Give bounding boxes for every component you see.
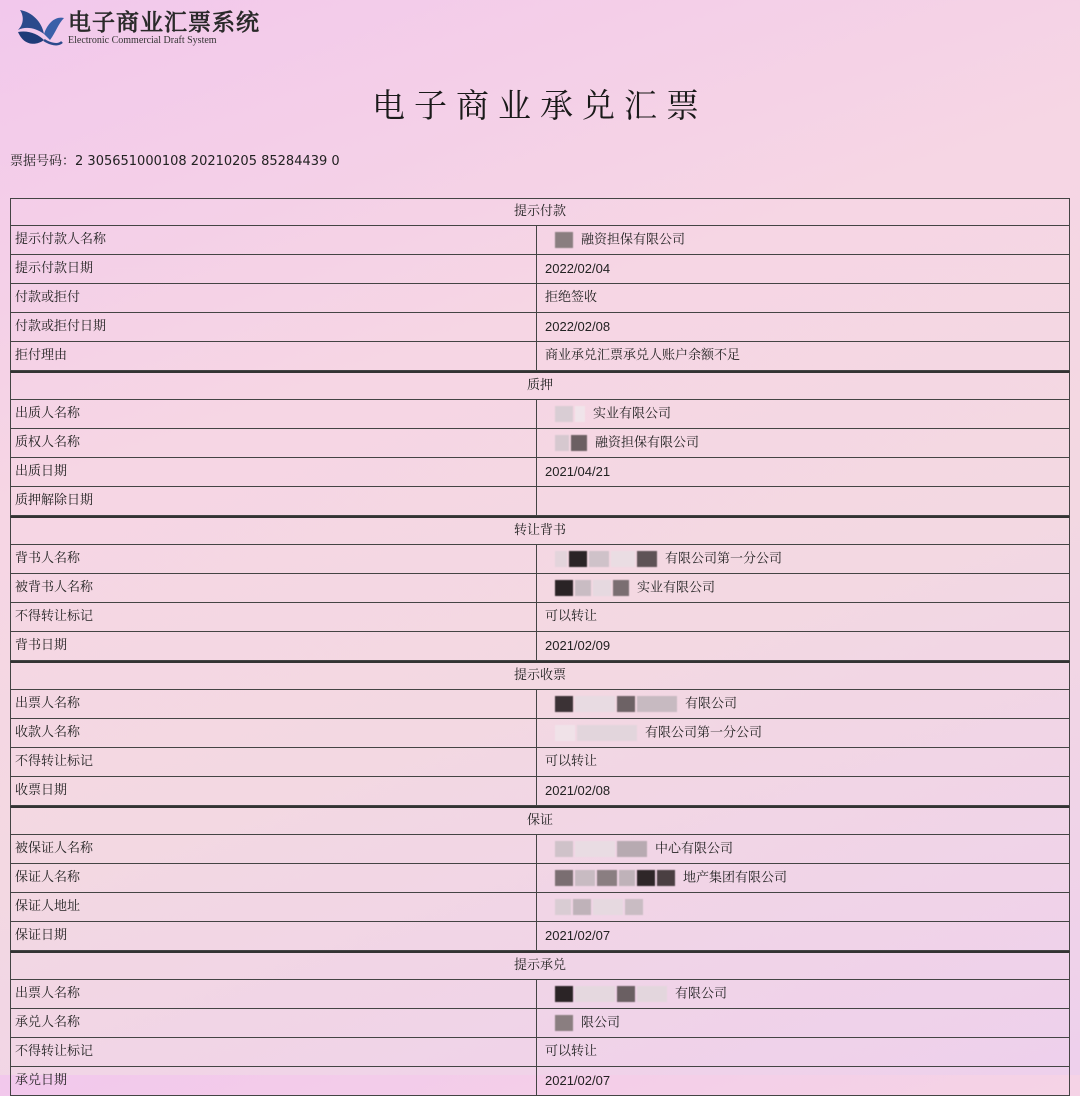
field-value: [537, 255, 1069, 283]
field-label: 保证人名称: [11, 864, 537, 892]
table-row: [10, 226, 1070, 255]
section-2: [10, 371, 1070, 516]
bill-number-value: 2 305651000108 20210205 85284439 0: [75, 154, 340, 169]
field-value: [537, 574, 1069, 602]
field-value: [537, 748, 1069, 776]
field-value-text: 拒绝签收: [545, 290, 598, 305]
table-row: [10, 690, 1070, 719]
field-value: [537, 777, 1069, 805]
redaction-mosaic: [555, 545, 659, 573]
section-header: 质押: [10, 371, 1070, 400]
redaction-mosaic: [555, 835, 649, 863]
field-label: 背书人名称: [11, 545, 537, 573]
field-value: [537, 893, 1069, 921]
redaction-mosaic: [555, 980, 669, 1008]
field-value-text: 实业有限公司: [637, 580, 716, 596]
field-label: 提示付款日期: [11, 255, 537, 283]
field-label: 被保证人名称: [11, 835, 537, 863]
table-row: [10, 1038, 1070, 1067]
field-label: 质押解除日期: [11, 487, 537, 515]
table-row: [10, 400, 1070, 429]
table-row: [10, 545, 1070, 574]
field-value: [537, 719, 1069, 747]
table-row: [10, 777, 1070, 806]
field-label: 出票人名称: [11, 690, 537, 718]
table-row: [10, 980, 1070, 1009]
field-value-text: 有限公司第一分公司: [665, 551, 783, 567]
field-label: 拒付理由: [11, 342, 537, 370]
table-row: [10, 864, 1070, 893]
field-value-text: 商业承兑汇票承兑人账户余额不足: [545, 348, 741, 363]
field-value-text: 2022/02/04: [545, 261, 611, 276]
table-row: [10, 255, 1070, 284]
section-header: 提示收票: [10, 661, 1070, 690]
field-value: [537, 1038, 1069, 1066]
ecds-logo: [14, 6, 260, 52]
section-header: 提示付款: [10, 199, 1070, 226]
field-label: 收票日期: [11, 777, 537, 805]
section-header: 转让背书: [10, 516, 1070, 545]
section-5: [10, 806, 1070, 951]
butterfly-logo-icon: [14, 6, 66, 52]
field-value: [537, 487, 1069, 515]
field-value-text: 2022/02/08: [545, 319, 611, 334]
field-value-text: 有限公司: [685, 696, 738, 712]
section-header: 提示承兑: [10, 951, 1070, 980]
field-value-text: 限公司: [581, 1015, 621, 1031]
section-3: [10, 516, 1070, 661]
document-title: 电子商业承兑汇票: [372, 86, 708, 125]
field-value: [537, 603, 1069, 631]
table-row: [10, 835, 1070, 864]
field-label: 质权人名称: [11, 429, 537, 457]
field-value: [537, 458, 1069, 486]
field-value: [537, 835, 1069, 863]
field-value-text: 可以转让: [545, 754, 598, 769]
field-value-text: 可以转让: [545, 609, 598, 624]
table-row: [10, 342, 1070, 371]
field-value-text: 融资担保有限公司: [581, 232, 686, 248]
redaction-mosaic: [555, 400, 587, 428]
field-value: [537, 284, 1069, 312]
field-label: 保证人地址: [11, 893, 537, 921]
field-label: 被背书人名称: [11, 574, 537, 602]
bill-number: [10, 150, 340, 169]
field-label: 不得转让标记: [11, 748, 537, 776]
section-header: 保证: [10, 806, 1070, 835]
table-row: [10, 893, 1070, 922]
field-value-text: 融资担保有限公司: [595, 435, 700, 451]
redaction-mosaic: [555, 574, 631, 602]
field-label: 收款人名称: [11, 719, 537, 747]
field-label: 承兑日期: [11, 1067, 537, 1095]
bill-number-label: 票据号码：: [10, 154, 76, 169]
field-value: [537, 1067, 1069, 1095]
table-row: [10, 313, 1070, 342]
field-value-text: 2021/02/07: [545, 1073, 611, 1088]
field-value: [537, 922, 1069, 950]
table-row: [10, 1067, 1070, 1096]
field-value: [537, 632, 1069, 660]
table-row: [10, 719, 1070, 748]
field-label: 付款或拒付: [11, 284, 537, 312]
field-value: [537, 545, 1069, 573]
field-value-text: 有限公司: [675, 986, 728, 1002]
draft-record-table: [10, 198, 1070, 1088]
field-label: 出质日期: [11, 458, 537, 486]
field-value-text: 实业有限公司: [593, 406, 672, 422]
redaction-mosaic: [555, 690, 679, 718]
table-row: [10, 487, 1070, 516]
redaction-mosaic: [555, 864, 677, 892]
table-row: [10, 458, 1070, 487]
field-label: 承兑人名称: [11, 1009, 537, 1037]
field-value-text: 2021/02/08: [545, 783, 611, 798]
section-1: [10, 199, 1070, 371]
field-value-text: 可以转让: [545, 1044, 598, 1059]
table-row: [10, 748, 1070, 777]
field-value-text: 地产集团有限公司: [683, 870, 788, 886]
field-label: 保证日期: [11, 922, 537, 950]
logo-chinese-text: 电子商业汇票系统: [68, 9, 260, 36]
field-label: 提示付款人名称: [11, 226, 537, 254]
redaction-mosaic: [555, 719, 639, 747]
field-label: 不得转让标记: [11, 603, 537, 631]
redaction-mosaic: [555, 893, 645, 921]
table-row: [10, 603, 1070, 632]
field-label: 出票人名称: [11, 980, 537, 1008]
field-value-text: 2021/02/09: [545, 638, 611, 653]
field-value: [537, 342, 1069, 370]
field-value: [537, 980, 1069, 1008]
field-value: [537, 1009, 1069, 1037]
redaction-mosaic: [555, 1009, 575, 1037]
field-label: 背书日期: [11, 632, 537, 660]
field-value: [537, 226, 1069, 254]
table-row: [10, 632, 1070, 661]
field-value-text: 2021/04/21: [545, 464, 611, 479]
table-row: [10, 429, 1070, 458]
field-value: [537, 429, 1069, 457]
table-row: [10, 922, 1070, 951]
field-value: [537, 690, 1069, 718]
section-6: [10, 951, 1070, 1096]
table-row: [10, 574, 1070, 603]
table-row: [10, 284, 1070, 313]
field-value: [537, 864, 1069, 892]
field-value: [537, 400, 1069, 428]
field-label: 出质人名称: [11, 400, 537, 428]
logo-english-text: Electronic Commercial Draft System: [68, 35, 217, 46]
field-value-text: 2021/02/07: [545, 928, 611, 943]
field-value-text: 有限公司第一分公司: [645, 725, 763, 741]
field-value-text: 中心有限公司: [655, 841, 734, 857]
field-label: 不得转让标记: [11, 1038, 537, 1066]
table-row: [10, 1009, 1070, 1038]
redaction-mosaic: [555, 226, 575, 254]
section-4: [10, 661, 1070, 806]
field-label: 付款或拒付日期: [11, 313, 537, 341]
field-value: [537, 313, 1069, 341]
redaction-mosaic: [555, 429, 589, 457]
